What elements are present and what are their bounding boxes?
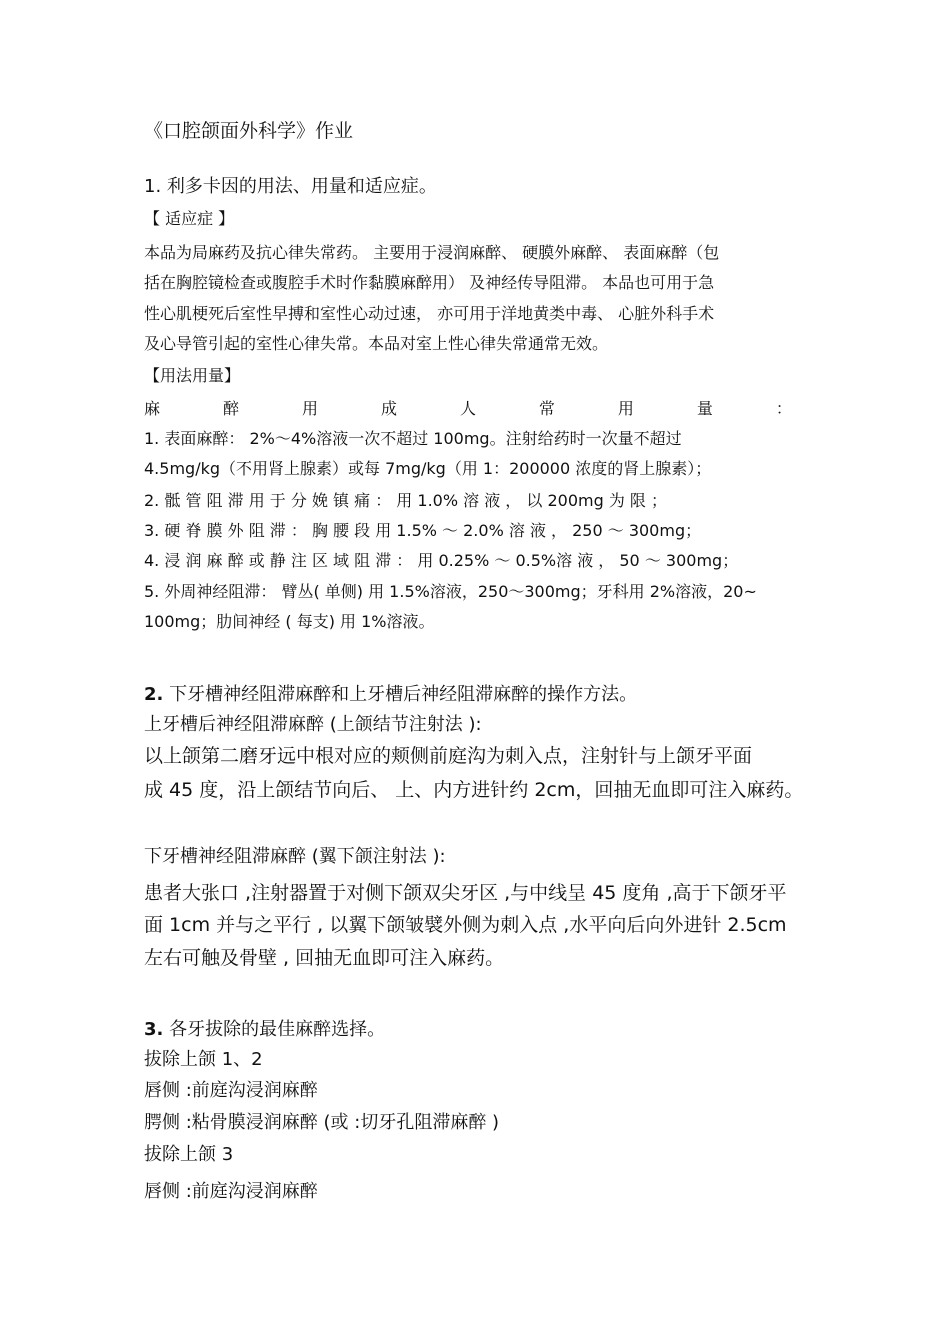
upper-block-line: 以上颌第二磨牙远中根对应的颊侧前庭沟为刺入点，注射针与上颌牙平面 [144,745,753,767]
document-title: 《口腔颌面外科学》作业 [144,120,354,142]
adult-dose-char: 成 [380,399,397,418]
question-2-number: 2. [144,684,164,705]
upper-block-line: 成 45 度，沿上颌结节向后、 上、内方进针约 2cm，回抽无血即可注入麻药。 [144,779,804,801]
dose-line: 4.5mg/kg（不用肾上腺素）或每 7mg/kg（用 1：200000 浓度的肾上腺素）； [144,459,712,478]
adult-dose-char: 常 [538,399,555,418]
question-3-text: 各牙拔除的最佳麻醉选择。 [163,1019,386,1040]
dose-line: 2. 骶 管 阻 滞 用 于 分 娩 镇 痛 ： 用 1.0% 溶 液 ， 以 200mg 为 限 ； [144,491,668,510]
indications-label: 【 适应症 】 [144,209,235,228]
adult-dose-char: 用 [301,399,318,418]
usage-label: 【用法用量】 [144,366,241,385]
question-2-heading [144,680,637,706]
dose-line: 5. 外周神经阻滞： 臂丛( 单侧) 用 1.5%溶液，250～300mg；牙科用 2%溶液，20~ [144,582,757,601]
lower-block-title: 下牙槽神经阻滞麻醉 (翼下颌注射法 ): [144,846,446,867]
dose-line: 1. 表面麻醉： 2%～4%溶液一次不超过 100mg。注射给药时一次量不超过 [144,429,682,448]
adult-dose-char: 用 [617,399,634,418]
extraction-line: 唇侧 :前庭沟浸润麻醉 [144,1080,318,1101]
dose-line: 4. 浸 润 麻 醉 或 静 注 区 域 阻 滞 ： 用 0.25% ～ 0.5%溶 液 ， 50 ～ 300mg； [144,551,739,570]
question-1-heading: 1. 利多卡因的用法、用量和适应症。 [144,176,437,197]
extraction-line: 拔除上颌 3 [144,1144,234,1165]
question-3-number: 3. [144,1019,164,1040]
lower-block-line: 患者大张口 ,注射器置于对侧下颌双尖牙区 ,与中线呈 45 度角 ,高于下颌牙平 [144,882,787,904]
adult-dose-char: 量 [696,399,713,418]
upper-block-title: 上牙槽后神经阻滞麻醉 (上颌结节注射法 ): [144,714,482,735]
extraction-line: 拔除上颌 1、2 [144,1049,263,1070]
adult-dose-char: 醉 [222,399,239,418]
extraction-line: 腭侧 :粘骨膜浸润麻醉 (或 :切牙孔阻滞麻醉 ) [144,1112,500,1133]
adult-dose-char: ： [775,399,792,418]
indications-line: 性心肌梗死后室性早搏和室性心动过速， 亦可用于洋地黄类中毒、 心脏外科手术 [144,304,715,323]
adult-dose-char: 人 [459,399,476,418]
indications-line: 及心导管引起的室性心律失常。本品对室上性心律失常通常无效。 [144,334,609,353]
lower-block-line: 左右可触及骨壁 , 回抽无血即可注入麻药。 [144,947,505,969]
dose-line: 3. 硬 脊 膜 外 阻 滞 ： 胸 腰 段 用 1.5% ～ 2.0% 溶 液 ， 250 ～ 300mg； [144,521,702,540]
indications-line: 括在胸腔镜检查或腹腔手术时作黏膜麻醉用） 及神经传导阻滞。 本品也可用于急 [144,273,715,292]
dose-line: 100mg；肋间神经 ( 每支) 用 1%溶液。 [144,612,435,631]
indications-line: 本品为局麻药及抗心律失常药。 主要用于浸润麻醉、 硬膜外麻醉、 表面麻醉（包 [144,243,720,262]
adult-dose-char: 麻 [144,399,161,418]
adult-dose-heading [144,396,792,419]
lower-block-line: 面 1cm 并与之平行 , 以翼下颌皱襞外侧为刺入点 ,水平向后向外进针 2.5cm [144,914,787,936]
question-3-heading [144,1015,385,1041]
extraction-line: 唇侧 :前庭沟浸润麻醉 [144,1181,318,1202]
question-2-text: 下牙槽神经阻滞麻醉和上牙槽后神经阻滞麻醉的操作方法。 [163,684,638,705]
